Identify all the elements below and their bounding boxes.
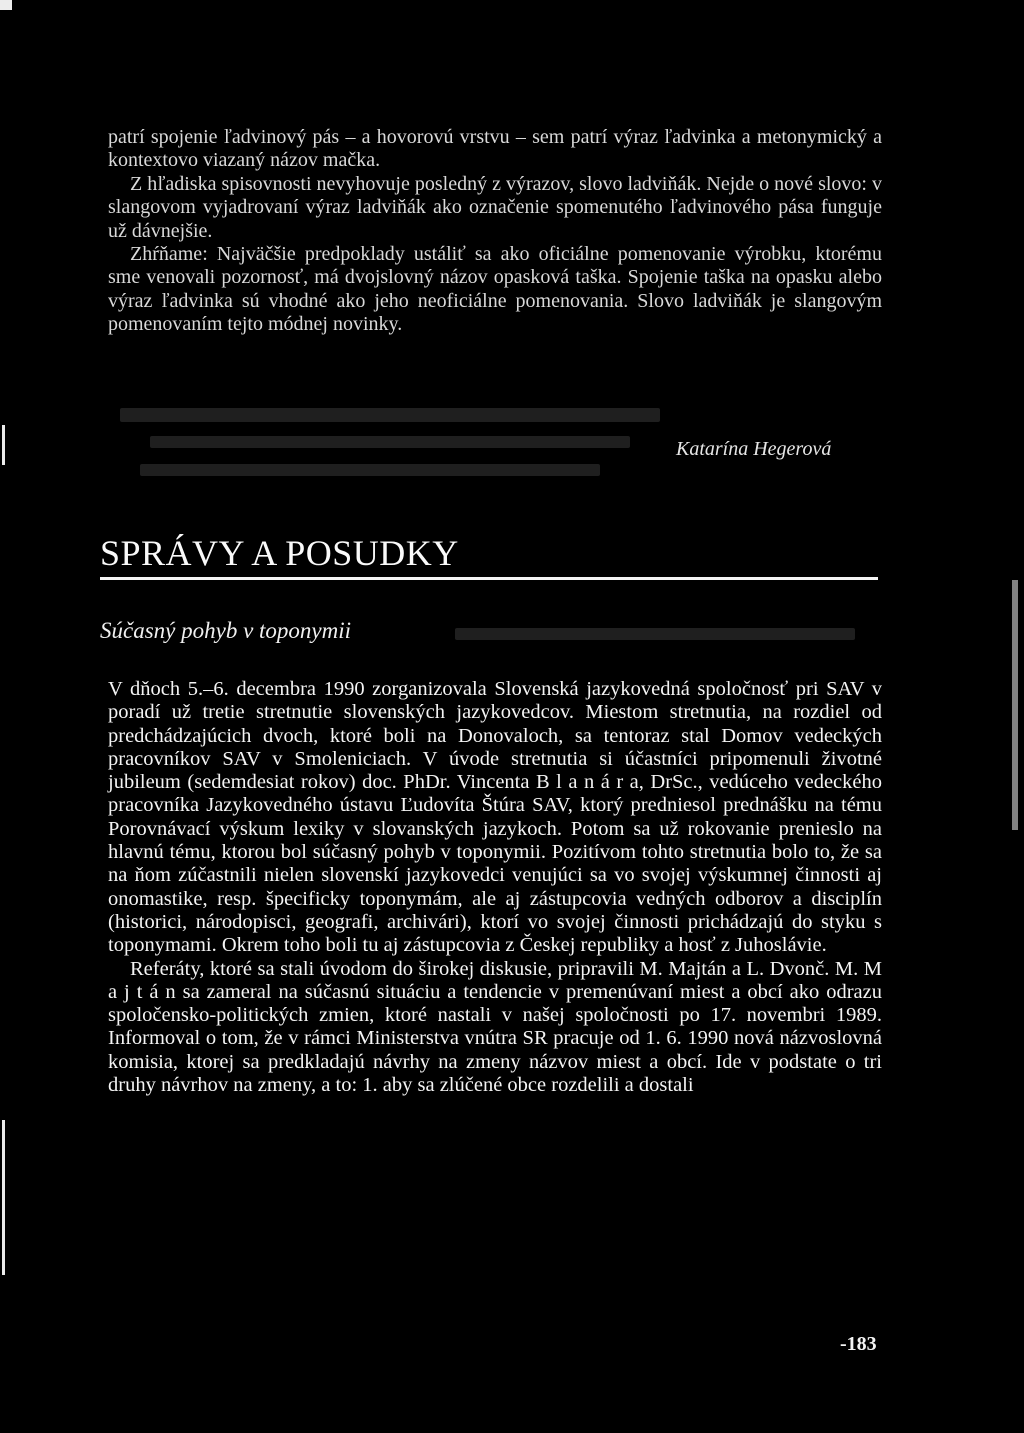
section-title: SPRÁVY A POSUDKY: [100, 533, 459, 573]
scan-edge-mark: [2, 425, 5, 465]
scan-edge-mark: [0, 0, 12, 10]
paragraph: Z hľadiska spisovnosti nevyhovuje posledný z výrazov, slovo ladviňák. Nejde o nové slovo: v slangovom vyjadrovaní výraz ladviňák ako označenie spomenutého ľadvinového pása funguje už dávnejšie.: [108, 172, 882, 242]
section-subtitle: Súčasný pohyb v toponymii: [100, 618, 352, 643]
scan-edge-mark: [2, 1120, 5, 1275]
paragraph: patrí spojenie ľadvinový pás – a hovorovú vrstvu – sem patrí výraz ľadvinka a metonymický a kontextovo viazaný názov mačka.: [108, 126, 882, 172]
paragraph: V dňoch 5.–6. decembra 1990 zorganizovala Slovenská jazykovedná spoločnosť pri SAV v poradí už tretie stretnutie slovenských jazykovedcov. Miestom stretnutia, na rozdiel od predchádzajúcich dvoch, ktoré boli na Donovaloch, sa tentoraz stal Domov vedeckých pracovníkov SAV v Smoleniciach. V úvode stretnutia si účastníci pripomenuli životné jubileum (sedemdesiat rokov) doc. PhDr. Vincenta B l a n á r a, DrSc., vedúceho vedeckého pracovníka Jazykovedného ústavu Ľudovíta Štúra SAV, ktorý predniesol prednášku na tému Porovnávací výskum lexiky v slovanských jazykoch. Potom sa už rokovanie prenieslo na hlavnú tému, ktorou bol súčasný pohyb v toponymii. Pozitívom tohto stretnutia bolo to, že sa na ňom zúčastnili nielen slovenskí jazykovedci venujúci sa vo svojej výskumnej činnosti aj onomastike, resp. špecificky toponymám, ale aj zástupcovia vedných odborov a disciplín (historici, národopisci, geografi, archivári), ktorí vo svojej činnosti prichádzajú do styku s toponymami. Okrem toho boli tu aj zástupcovia z Českej republiky a hosť z Juhoslávie.: [108, 678, 882, 957]
scan-artifact: [150, 436, 630, 448]
scan-edge-mark: [1012, 580, 1018, 830]
article-top-text: [108, 126, 882, 337]
author-signature: Katarína Hegerová: [676, 438, 832, 460]
paragraph: Referáty, ktoré sa stali úvodom do širokej diskusie, pripravili M. Majtán a L. Dvonč. M. M a j t á n sa zameral na súčasnú situáciu a tendencie v premenúvaní miest a obcí ako odrazu spoločensko-politických zmien, ktoré nastali v našej spoločnosti po 17. novembri 1989. Informoval o tom, že v rámci Ministerstva vnútra SR pracuje od 1. 6. 1990 nová názvoslovná komisia, ktorej sa predkladajú návrhy na zmeny názvov miest a obcí. Ide v podstate o tri druhy návrhov na zmeny, a to: 1. aby sa zlúčené obce rozdelili a dostali: [108, 957, 882, 1097]
page-number: -183: [840, 1333, 877, 1355]
section-rule: [100, 577, 878, 580]
scan-artifact: [140, 464, 600, 476]
paragraph: Zhŕňame: Najväčšie predpoklady ustáliť sa ako oficiálne pomenovanie výrobku, ktorému sme venovali pozornosť, má dvojslovný názov opasková taška. Spojenie taška na opasku alebo výraz ľadvinka sú vhodné ako jeho neoficiálne pomenovania. Slovo ladviňák je slangovým pomenovaním tejto módnej novinky.: [108, 243, 882, 336]
article-bottom-text: [108, 678, 882, 1097]
scan-artifact: [455, 628, 855, 640]
scan-artifact: [120, 408, 660, 422]
